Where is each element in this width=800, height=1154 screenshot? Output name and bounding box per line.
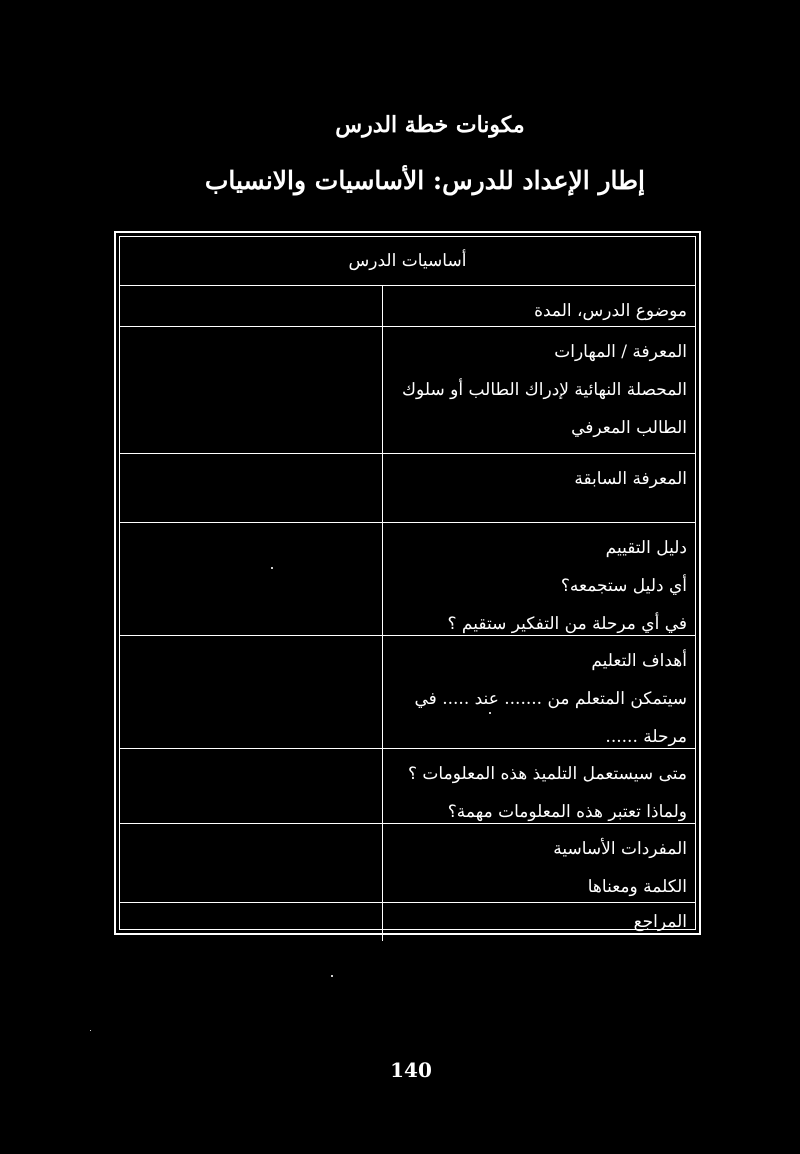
table-header-label: أساسيات الدرس — [348, 251, 467, 271]
table-row-knowledge-skills — [120, 327, 695, 454]
row-label-line: المحصلة النهائية لإدراك الطالب أو سلوك — [402, 380, 687, 400]
row-value-cell — [120, 523, 383, 635]
table-row-learning-objectives — [120, 636, 695, 749]
row-label-line: متى سيستعمل التلميذ هذه المعلومات ؟ — [408, 764, 687, 784]
row-label-line: دليل التقييم — [605, 538, 687, 558]
row-label-line: في أي مرحلة من التفكير ستقيم ؟ — [447, 614, 687, 634]
row-label — [383, 749, 695, 823]
lesson-plan-table-inner — [119, 236, 696, 930]
row-label-line: سيتمكن المتعلم من ....... عند ..... في — [414, 689, 687, 709]
row-value-cell — [120, 454, 383, 522]
table-row-usage-importance — [120, 749, 695, 824]
row-label — [383, 327, 695, 453]
table-row-prior-knowledge — [120, 454, 695, 523]
row-label-line: المفردات الأساسية — [553, 839, 687, 859]
table-header — [120, 237, 695, 286]
table-row-key-vocabulary — [120, 824, 695, 903]
row-label-line: الطالب المعرفي — [571, 418, 687, 438]
scan-speck — [271, 567, 273, 569]
row-value-cell — [120, 636, 383, 748]
page-number: 140 — [390, 1058, 432, 1082]
row-label — [383, 286, 695, 326]
row-label — [383, 523, 695, 635]
row-label-line: مرحلة ...... — [605, 727, 687, 747]
row-label-line: أهداف التعليم — [591, 651, 687, 671]
row-label-line: المعرفة السابقة — [574, 469, 687, 489]
row-label — [383, 903, 695, 941]
table-row-references — [120, 903, 695, 941]
row-label-line: الكلمة ومعناها — [587, 877, 687, 897]
row-value-cell — [120, 824, 383, 902]
table-row-topic-duration — [120, 286, 695, 327]
scan-speck — [489, 712, 491, 714]
row-value-cell — [120, 327, 383, 453]
row-value-cell — [120, 749, 383, 823]
row-label — [383, 454, 695, 522]
page-title: مكونات خطة الدرس — [335, 112, 525, 138]
scan-speck — [90, 1030, 91, 1031]
page-subtitle: إطار الإعداد للدرس: الأساسيات والانسياب — [204, 166, 645, 195]
row-label-line: المراجع — [633, 912, 687, 932]
scan-speck — [331, 975, 333, 977]
lesson-plan-table — [114, 231, 701, 935]
row-value-cell — [120, 286, 383, 326]
row-value-cell — [120, 903, 383, 941]
row-label-line: المعرفة / المهارات — [554, 342, 687, 362]
table-row-assessment-evidence — [120, 523, 695, 636]
row-label-line: موضوع الدرس، المدة — [534, 301, 687, 321]
row-label — [383, 824, 695, 902]
row-label-line: ولماذا تعتبر هذه المعلومات مهمة؟ — [447, 802, 687, 822]
row-label — [383, 636, 695, 748]
row-label-line: أي دليل ستجمعه؟ — [560, 576, 687, 596]
